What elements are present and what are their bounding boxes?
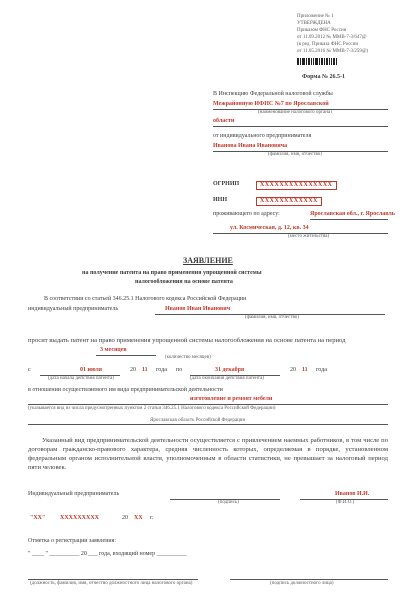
inn-value: XXXXXXXXXXXX <box>256 197 322 206</box>
sign-date-month: XXXXXXXXX <box>60 515 99 521</box>
to-label: по <box>176 367 183 373</box>
applicant-caption: (фамилия, имя, отчество) <box>268 152 322 157</box>
ip-label: Индивидуальный предприниматель <box>28 491 120 497</box>
year-suffix: года <box>156 367 167 373</box>
form-code: Форма № 26.5-1 <box>302 74 345 80</box>
applicant-fullname: Иванов Иван Иванович <box>165 306 231 312</box>
body-para2: просит выдать патент на право применения упрощенной системы налогообложения на основе патента на период <box>28 337 346 344</box>
period-value: 3 месяцев <box>100 347 127 353</box>
appendix-line: от 11.05.2016 № ММВ-7-3/259@) <box>297 49 369 54</box>
document-title: ЗАЯВЛЕНИЕ <box>183 256 233 265</box>
region-name: области <box>213 118 235 124</box>
date-from: 01 июля <box>80 367 103 373</box>
sign-date-day: "XX" <box>30 515 46 521</box>
footer-caption-right: (подпись должностного лица) <box>270 581 334 586</box>
footer-caption-left: (должность, фамилия, имя, отчество должностного лица налогового органа) <box>30 581 193 586</box>
ogrnip-value: XXXXXXXXXXXXXXX <box>256 181 337 190</box>
activity-label: в отношении осуществляемого им вида предпринимательской деятельности <box>28 387 223 393</box>
inspection-caption: (наименование налогового органа) <box>258 110 332 115</box>
received-label: Отметка о регистрации заявления: <box>28 538 117 544</box>
activity-caption: (указывается вид из числа предусмотренных пунктом 2 статьи 346.25.1 Налогового кодекса Российской Федерации) <box>28 406 276 411</box>
address-label: проживающего по адресу: <box>213 211 280 217</box>
sign-year-suffix: г. <box>150 515 154 521</box>
appendix-line: от 11.09.2012 № ММВ-7-3/647@ <box>297 35 367 40</box>
received-date: " ____ " __________ 20 ___ года, входящий номер __________ <box>28 551 187 557</box>
activity-value: изготовление и ремонт мебели <box>190 396 273 402</box>
date-from-caption: (дата начала действия патента) <box>48 376 114 381</box>
appendix-line: Приказом ФНС России <box>297 28 347 33</box>
body-para3: Указанный вид предпринимательской деятельности осуществляется с привлечением наемных работников, в том числе по договорам гражданско-правового характера, средняя численность которых, определяемая в порядке, установленном федеральным органом исполнительной власти, уполномоченным в области статистики, не превышает за налоговый период пяти человек. <box>28 437 388 471</box>
body-para1-cont: индивидуальный предприниматель <box>28 306 119 312</box>
year-prefix: 20 <box>130 367 136 373</box>
date-to: 31 декабря <box>215 367 245 373</box>
inspection-name: Межрайонную ИФНС №7 по Ярославской <box>213 101 329 107</box>
from-label: с <box>28 367 31 373</box>
year-suffix: года <box>316 367 327 373</box>
document-subtitle-2: налогообложения на основе патента <box>135 279 233 285</box>
sign-year: XX <box>134 515 143 521</box>
year-to: 11 <box>302 367 308 373</box>
body-para1-start: В соответствии со статьей 346.25.1 Налогового кодекса Российской Федерации <box>44 296 247 302</box>
appendix-line: УТВЕРЖДЕНА <box>297 21 331 26</box>
sign-caption: (подпись) <box>218 500 239 505</box>
year-prefix: 20 <box>290 367 296 373</box>
appendix-line: (в ред. Приказа ФНС России <box>297 42 358 47</box>
year-from: 11 <box>142 367 148 373</box>
name-caption: (Ф.И.О.) <box>336 500 355 505</box>
inn-label: ИНН <box>213 197 228 203</box>
date-to-caption: (дата окончания действия патента) <box>190 376 264 381</box>
sign-year-prefix: 20 <box>122 515 128 521</box>
period-caption: (количество месяцев) <box>165 355 211 360</box>
address-line-1: Ярославская обл., г. Ярославль <box>310 211 395 217</box>
address-caption: (место жительства) <box>288 234 330 239</box>
applicant-name: Иванова Ивана Ивановича <box>213 143 288 149</box>
from-label: от индивидуального предпринимателя <box>213 133 312 139</box>
fullname-caption: (фамилия, имя, отчество) <box>245 315 299 320</box>
appendix-line: Приложение № 1 <box>297 14 334 19</box>
region-label: Ярославская область Российской Федерации <box>150 418 246 423</box>
signer-name: Иванов И.И. <box>335 491 370 497</box>
document-subtitle-1: на получение патента на право применения упрощенной системы <box>82 270 262 276</box>
recipient-label: В Инспекцию Федеральной налоговой службы <box>213 91 333 97</box>
ogrnip-label: ОГРНИП <box>213 181 240 187</box>
address-line-2: ул. Космическая, д. 12, кв. 34 <box>230 225 309 231</box>
barcode-icon <box>297 58 337 65</box>
